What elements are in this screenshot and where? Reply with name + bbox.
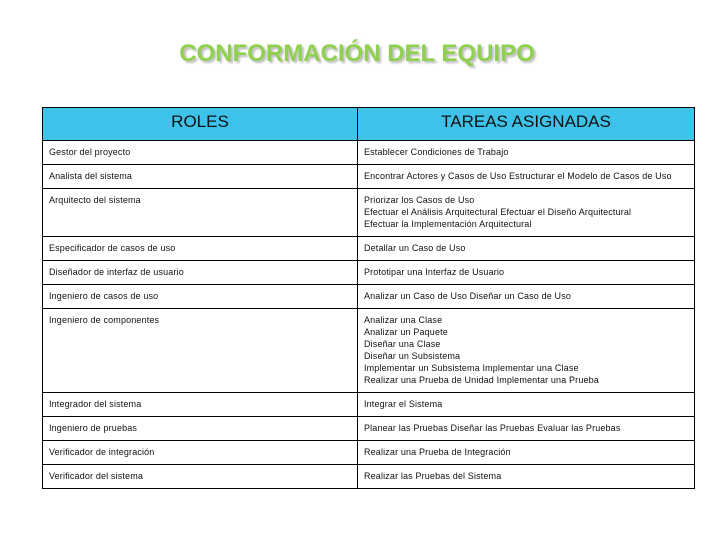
table-row	[43, 285, 695, 309]
table-row	[43, 465, 695, 489]
role-cell: Analista del sistema	[43, 165, 358, 189]
tasks-cell: Analizar una Clase Analizar un Paquete Diseñar una Clase Diseñar un Subsistema Implementar un Subsistema Implementar una Clase Realizar una Prueba de Unidad Implementar una Prueba	[358, 309, 695, 393]
table-row	[43, 309, 695, 393]
roles-table	[42, 107, 695, 489]
role-cell: Arquitecto del sistema	[43, 189, 358, 237]
role-cell: Verificador del sistema	[43, 465, 358, 489]
table-row	[43, 417, 695, 441]
table-row	[43, 189, 695, 237]
role-cell: Ingeniero de casos de uso	[43, 285, 358, 309]
table-row	[43, 141, 695, 165]
tasks-cell: Analizar un Caso de Uso Diseñar un Caso de Uso	[358, 285, 695, 309]
tasks-cell: Encontrar Actores y Casos de Uso Estructurar el Modelo de Casos de Uso	[358, 165, 695, 189]
page-title: CONFORMACIÓN DEL EQUIPO	[179, 40, 535, 67]
tasks-cell: Realizar las Pruebas del Sistema	[358, 465, 695, 489]
tasks-cell: Establecer Condiciones de Trabajo	[358, 141, 695, 165]
tasks-cell: Prototipar una Interfaz de Usuario	[358, 261, 695, 285]
table-row	[43, 441, 695, 465]
role-cell: Ingeniero de pruebas	[43, 417, 358, 441]
role-cell: Gestor del proyecto	[43, 141, 358, 165]
tasks-cell: Priorizar los Casos de Uso Efectuar el Análisis Arquitectural Efectuar el Diseño Arquitectural Efectuar la Implementación Arquitectural	[358, 189, 695, 237]
table-row	[43, 393, 695, 417]
role-cell: Integrador del sistema	[43, 393, 358, 417]
role-cell: Ingeniero de componentes	[43, 309, 358, 393]
table-row	[43, 237, 695, 261]
table-header-row	[43, 108, 695, 141]
tasks-cell: Planear las Pruebas Diseñar las Pruebas Evaluar las Pruebas	[358, 417, 695, 441]
table-row	[43, 165, 695, 189]
role-cell: Verificador de integración	[43, 441, 358, 465]
role-cell: Especificador de casos de uso	[43, 237, 358, 261]
role-cell: Diseñador de interfaz de usuario	[43, 261, 358, 285]
table-row	[43, 261, 695, 285]
tasks-cell: Detallar un Caso de Uso	[358, 237, 695, 261]
header-tasks: TAREAS ASIGNADAS	[358, 108, 695, 141]
tasks-cell: Realizar una Prueba de Integración	[358, 441, 695, 465]
tasks-cell: Integrar el Sistema	[358, 393, 695, 417]
header-roles: ROLES	[43, 108, 358, 141]
